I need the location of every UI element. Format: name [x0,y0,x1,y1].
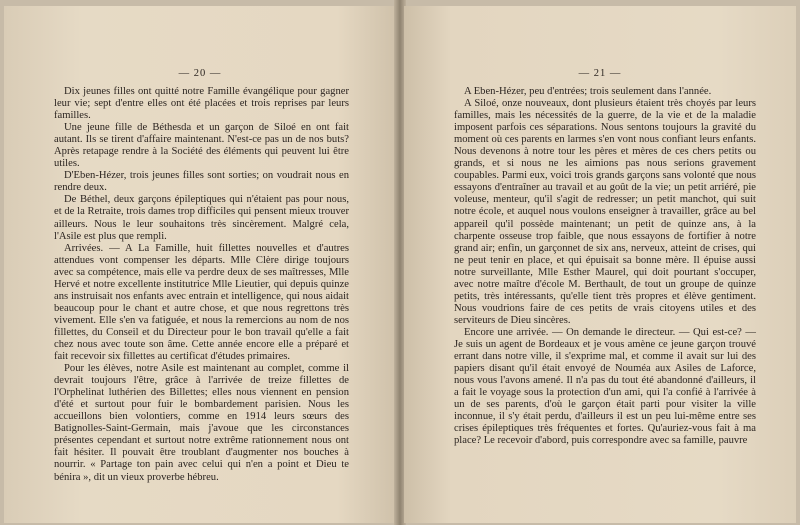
paragraph: A Eben-Hézer, peu d'entrées; trois seulement dans l'année. [464,86,712,97]
paragraph: D'Eben-Hézer, trois jeunes filles sont sorties; on voudrait nous en rendre deux. [54,170,349,194]
paragraph: Dix jeunes filles ont quitté notre Famille évangélique pour gagner leur vie; sept d'entre elles ont été placées et trois reprises par leurs familles. [54,86,349,122]
left-page-text [54,86,349,484]
paragraph: Une jeune fille de Béthesda et un garçon de Siloé en ont fait autant. Ils se tirent d'affaire maintenant. N'est-ce pas un de nos buts? Après retapage rendre à la Société des éléments qui peuvent lui être utiles. [54,122,349,170]
paragraph: Encore une arrivée. — On demande le directeur. — Qui est-ce? — Je suis un agent de Bordeaux et je vous amène ce jeune garçon trouvé errant dans notre ville, il s'exprime mal, et comme il avait sur lui des papiers disant qu'il était envoyé de Nouméa aux Asiles de Laforce, nous vous l'avons amené. Il n'a pas du tout été abandonné d'ailleurs, il a fait le voyage sous la protection d'un ami, qui l'a confié à l'arrivée à un de ses parents, d'où le garçon était parti pour visiter la ville inconnue, il s'y était perdu, d'ailleurs il est un peu lui-même entre ses crises épileptiques très fréquentes et fortes. Qu'auriez-vous fait à ma place? Le recevoir d'abord, puis correspondre avec sa famille, pauvre [454,326,756,447]
paragraph: Arrivées. — A La Famille, huit fillettes nouvelles et d'autres attendues vont compenser les départs. Mlle Clère dirige toujours avec sa compétence, mais elle va perdre deux de ses maîtresses, Mlle Hervé et notre excellente institutrice Mlle Lieutier, qui depuis quinze ans instruisait nos enfants avec entrain et intelligence, qui nous aidait beaucoup pour le chant et autre chose, et que nous regrettons très vivement. Elle s'en va fatiguée, et nous la remercions au nom de nos fillettes, du Conseil et du Directeur pour le bon travail qu'elle a fait chez nous avec toute son âme. Cette année encore elle a préparé et fait recevoir six fillettes au certificat d'études primaires. [54,242,349,363]
left-page [4,6,396,523]
right-page [404,6,796,523]
paragraph: A Siloé, onze nouveaux, dont plusieurs étaient très choyés par leurs familles, mais les nécessités de la guerre, de la vie et de la maladie imposent parfois ces séparations. Nous sentons toujours la gravité du moment où ces parents en larmes s'en vont nous confiant leurs enfants. Nous devenons à notre tour les pères et mères de ces chers petits ou grands, et si nous ne les aimions pas nous serions gravement coupables. Parmi eux, voici trois grands garçons sans volonté que nous essayons d'entraîner au travail et au goût de la vie; un petit arriéré, pie voleuse, menteur, qu'il s'agit de redresser; un petit manchot, qui suit notre école, et auquel nous voulons enseigner à travailler, grâce au bel appareil qu'il possède maintenant; un petit de quinze ans, à la charpente osseuse trop faible, que nous essayons de fortifier à notre grand air; enfin, un garçonnet de six ans, nerveux, atteint de crises, qui ne peut tenir en place, et qui épuisait sa bonne mère. Il épuise aussi notre surveillante, Mlle Esther Maurel, qui doit pourtant s'occuper, avec notre maître d'école M. Berthault, de tout un groupe de quinze petits, très intéressants, qu'elle tient très propres et élève gentiment. Nous voudrions faire de ces petits de vrais citoyens utiles et des serviteurs de Dieu sincères. [454,98,756,326]
paragraph: De Béthel, deux garçons épileptiques qui n'étaient pas pour nous, et de la Retraite, trois dames trop difficiles qui pensent mieux trouver ailleurs. Nous le leur souhaitons très sincèrement. Malgré cela, l'Asile est plus que rempli. [54,194,349,242]
paragraph: Pour les élèves, notre Asile est maintenant au complet, comme il devrait toujours l'être, grâce à l'arrivée de treize fillettes de l'Orphelinat luthérien des Billettes; elles nous viennent en pension d'été et surtout pour fuir le bombardement parisien. Nous les accueillons bien volontiers, comme en 1914 leurs sœurs des Batignolles-Saint-Germain, mais j'avoue que les circonstances présentes cependant et surtout notre extrême rationnement nous ont fait hésiter. Il pouvait être troublant d'augmenter nos bouches à nourrir. « Partage ton pain avec celui qui n'en a point et Dieu te bénira », dit un vieux proverbe hébreu. [54,363,349,483]
page-number-left: — 20 — [178,68,222,79]
right-page-text [454,86,756,447]
page-number-right: — 21 — [578,68,622,79]
